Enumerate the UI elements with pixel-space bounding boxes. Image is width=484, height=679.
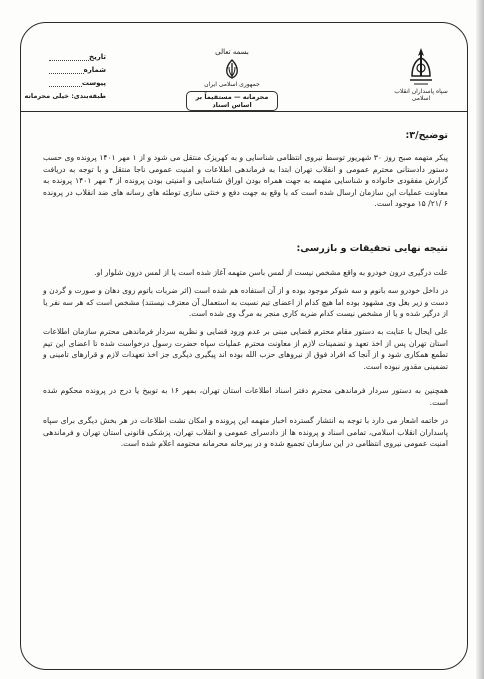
conclusion-paragraph: در داخل خودرو سه بانوم و سه شوکر موجود بوده و از آن استفاده هم شده است (اثر ضربات باتوم روی دهان و صورت و گردن و دست و زیر بغل وی مشهود بوده اما هیچ کدام از اعضای تیم نسبت به استعمال آن معترف نیستند) مشخص است که هر سه نفر یا از درگیر شده و یا از مشخص نیست کدام ضربه کاری منجر به مرگ وی شده است.: [43, 286, 448, 319]
header-divider: [20, 111, 468, 112]
republic-name: جمهوری اسلامی ایران: [204, 81, 260, 88]
basmala-text: بسمه تعالی: [215, 48, 249, 56]
document-meta: [24, 50, 106, 102]
confidential-stamp: محرمانه — مستقیماً بر اساس اسناد: [186, 91, 278, 111]
page-edge-shadow: [476, 0, 484, 679]
conclusion-paragraph: همچنین به دستور سردار فرماندهی محترم دفتر اسناد اطلاعات استان تهران، بمهر ۱۶ به توبیخ یا درج در پرونده محکوم شده است.: [43, 386, 449, 407]
explanation-paragraph: پیکر متهمه صبح روز ۳۰ شهریور توسط نیروی انتظامی شناسایی و به کهریزک منتقل می شود و از ۱ مهر ۱۴۰۱ پرونده وی حسب دستور دادستانی محترم عمومی و انقلاب تهران ابتدا به فرماندهی اطلاعات و امنیت عمومی ناجا منتقل و با توجه به دریافت گزارش مفقودی خانواده و شناسایی متهمه به جهت همراه بودن اوراق شناسایی و امنیتی بودن پرونده از ۴ مهر ۱۴۰۱ پرونده به معاونت عملیات این سازمان ارسال شده است که با وقع به جهت دفع و خنثی سازی توطئه های رسانه های ضد انقلاب در پرونده ۶ /۲۱/ ۱۵ موجود است.: [43, 153, 448, 209]
national-emblem-icon: [222, 59, 242, 79]
irgc-emblem-icon: [408, 46, 434, 86]
classification-label: طبقه‌بندی: خیلی محرمانه: [24, 91, 106, 100]
section-title-explanation: توضیح/۳:: [405, 130, 448, 141]
date-dotted-line: [49, 53, 89, 61]
attachment-dotted-line: [49, 79, 82, 87]
date-label: تاریخ: [89, 52, 106, 61]
attachment-label: پیوست: [81, 78, 106, 87]
conclusion-paragraph: در خاتمه اشعار می دارد با توجه به انتشار گسترده اخبار متهمه این پرونده و امکان نشت اطلاعات در هر بخش دیگری برای سپاه پاسداران انقلاب اسلامی، تمامی اسناد و پرونده ها از دادسرای عمومی و انقلاب تهران، پزشکی قانونی استان تهران و فرماندهی امنیت عمومی نیروی انتظامی در این سازمان تجمیع شده و در بیرخانه محرمانه محتومه اعلام شده است.: [43, 416, 448, 449]
letterhead-center: [186, 48, 278, 111]
number-dotted-line: [49, 66, 84, 74]
section-title-conclusion: نتیجه نهایی تحقیقات و بازرسی:: [296, 243, 448, 254]
organization-logo: [386, 44, 456, 106]
date-field: [46, 50, 106, 63]
organization-logo-text: سپاه پاسداران انقلاب اسلامی: [394, 88, 448, 102]
conclusion-paragraph: علی ایحال با عنایت به دستور مقام محترم قضایی مبنی بر عدم ورود قضایی و نظریه سردار فرماندهی محترم سازمان اطلاعات استان تهران پس از اخذ تعهد و تضمینات لازم از معاونت محترم عملیات سپاه حضرت رسول درخواست شده تا اعضای این تیم تطمع همکاری شود و از آنجا که افراد فوق از نیروهای حزب الله بوده اند پیگیری دیگری جز اخذ تعهدات لازم و قرارهای تامینی و تضمینی مقدور نبوده است.: [43, 327, 448, 371]
attachment-field: [46, 76, 106, 89]
number-label: شماره: [83, 65, 106, 74]
number-field: [46, 63, 106, 76]
conclusion-paragraph: علت درگیری درون خودرو به واقع مشخص نیست از لمس باسن متهمه آغاز شده است یا از لمس درون شلوار او.: [94, 268, 448, 277]
classification-field: [24, 89, 106, 102]
